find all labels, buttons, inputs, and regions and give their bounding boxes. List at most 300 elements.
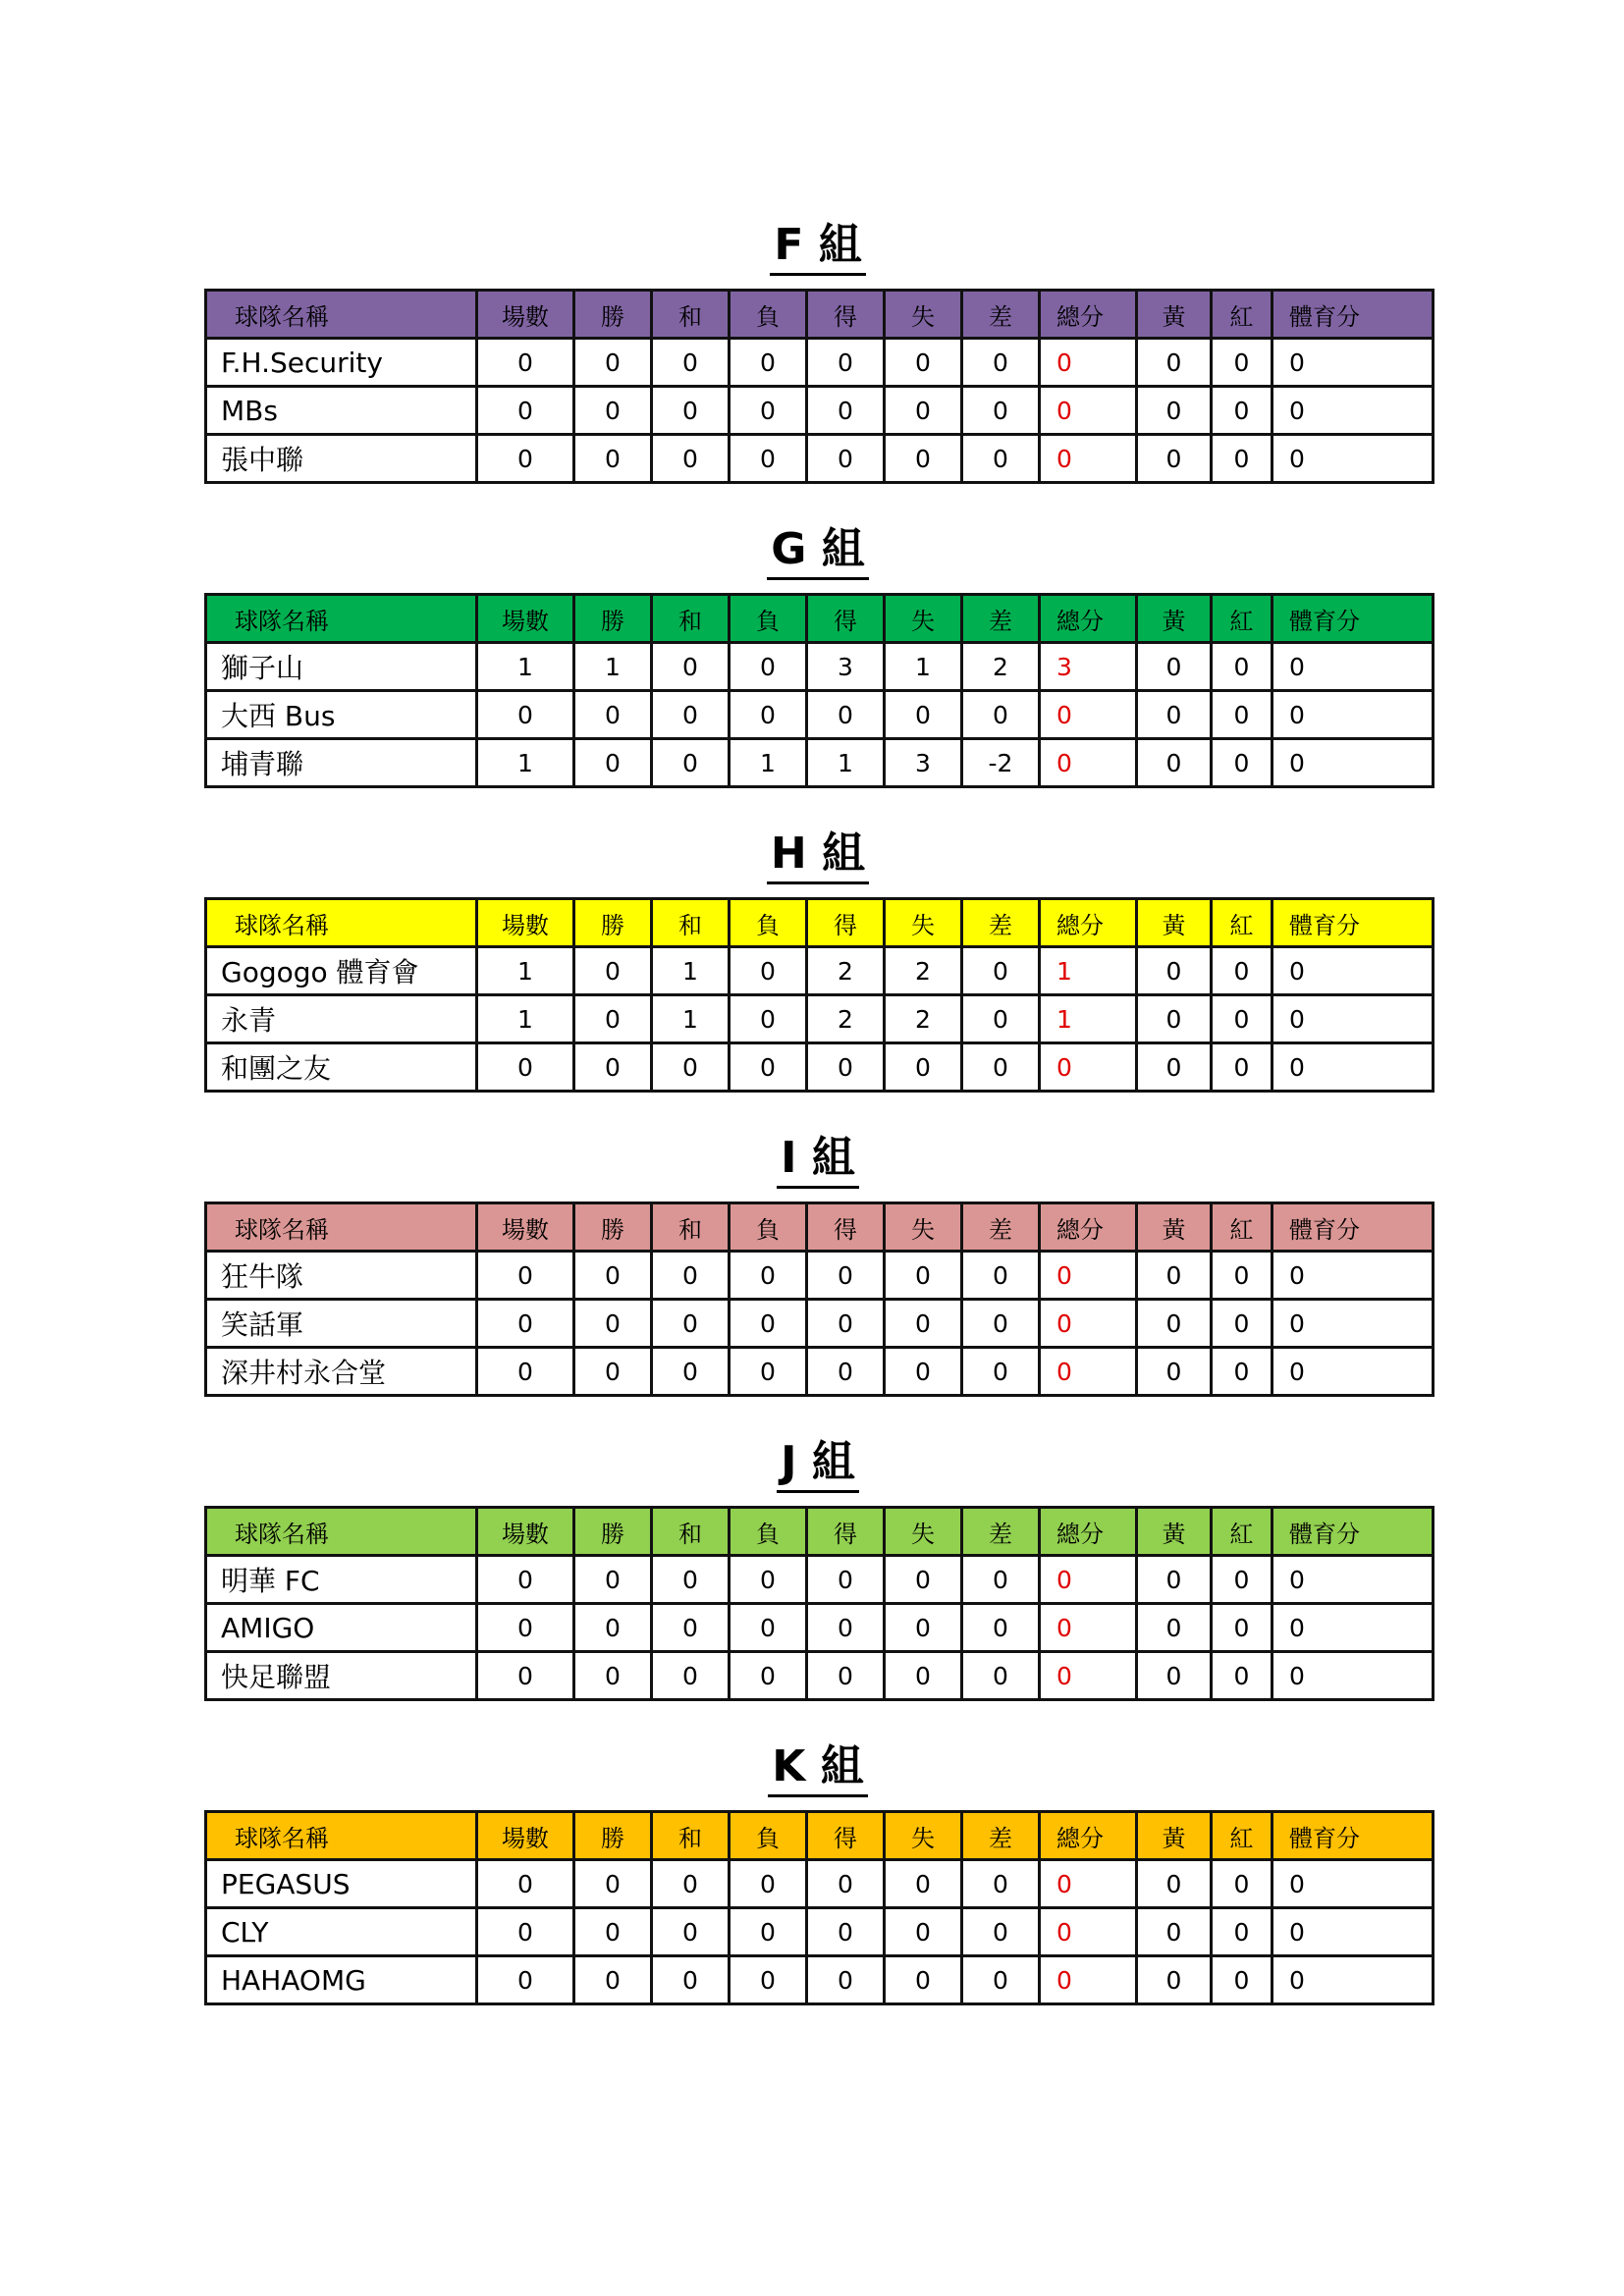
won-cell: 0 [574, 947, 652, 995]
played-cell: 1 [477, 739, 574, 787]
goal-diff-cell: 0 [962, 387, 1040, 435]
lost-cell: 0 [730, 1252, 807, 1300]
team-name-cell: 狂牛隊 [206, 1252, 477, 1300]
table-row [206, 995, 1434, 1043]
header-goals-against: 失 [885, 291, 962, 339]
standings-table [204, 1506, 1435, 1701]
header-total-points: 總分 [1040, 1812, 1137, 1860]
group-title [204, 522, 1432, 591]
total-points-cell: 0 [1040, 1252, 1137, 1300]
sport-points-cell: 0 [1272, 1652, 1434, 1700]
yellow-cards-cell: 0 [1137, 947, 1212, 995]
lost-cell: 0 [730, 643, 807, 691]
yellow-cards-cell: 0 [1137, 435, 1212, 483]
table-row [206, 1860, 1434, 1908]
total-points-cell: 0 [1040, 339, 1137, 387]
group-title-text: G 組 [767, 522, 868, 580]
goal-diff-cell: 0 [962, 947, 1040, 995]
team-name-cell: 永青 [206, 995, 477, 1043]
header-lost: 負 [730, 1812, 807, 1860]
goal-diff-cell: 0 [962, 1556, 1040, 1604]
total-points-cell: 0 [1040, 1956, 1137, 2004]
header-goals-against: 失 [885, 1203, 962, 1252]
won-cell: 0 [574, 1908, 652, 1956]
header-sport-points: 體育分 [1272, 899, 1434, 947]
header-goals-against: 失 [885, 899, 962, 947]
red-cards-cell: 0 [1212, 643, 1272, 691]
goals-for-cell: 0 [807, 1252, 885, 1300]
yellow-cards-cell: 0 [1137, 691, 1212, 739]
won-cell: 0 [574, 691, 652, 739]
total-points-cell: 0 [1040, 1604, 1137, 1652]
header-sport-points: 體育分 [1272, 1203, 1434, 1252]
header-won: 勝 [574, 1812, 652, 1860]
team-name-cell: 和團之友 [206, 1043, 477, 1092]
group-title-text: I 組 [777, 1131, 859, 1189]
header-red-cards: 紅 [1212, 291, 1272, 339]
played-cell: 0 [477, 691, 574, 739]
red-cards-cell: 0 [1212, 995, 1272, 1043]
red-cards-cell: 0 [1212, 1908, 1272, 1956]
goals-for-cell: 3 [807, 643, 885, 691]
lost-cell: 0 [730, 1556, 807, 1604]
goals-against-cell: 2 [885, 947, 962, 995]
red-cards-cell: 0 [1212, 1652, 1272, 1700]
lost-cell: 0 [730, 339, 807, 387]
goal-diff-cell: 0 [962, 995, 1040, 1043]
table-row [206, 643, 1434, 691]
goal-diff-cell: 0 [962, 691, 1040, 739]
sport-points-cell: 0 [1272, 339, 1434, 387]
goals-for-cell: 0 [807, 1556, 885, 1604]
goals-for-cell: 0 [807, 435, 885, 483]
drawn-cell: 0 [652, 435, 730, 483]
red-cards-cell: 0 [1212, 387, 1272, 435]
header-lost: 負 [730, 595, 807, 643]
goals-for-cell: 0 [807, 1043, 885, 1092]
goals-for-cell: 0 [807, 1956, 885, 2004]
group-title-text: K 組 [768, 1739, 867, 1797]
drawn-cell: 0 [652, 691, 730, 739]
yellow-cards-cell: 0 [1137, 1348, 1212, 1396]
header-sport-points: 體育分 [1272, 595, 1434, 643]
red-cards-cell: 0 [1212, 1252, 1272, 1300]
header-won: 勝 [574, 1508, 652, 1556]
header-row [206, 1812, 1434, 1860]
total-points-cell: 0 [1040, 691, 1137, 739]
played-cell: 0 [477, 1556, 574, 1604]
header-red-cards: 紅 [1212, 595, 1272, 643]
team-name-cell: MBs [206, 387, 477, 435]
header-lost: 負 [730, 899, 807, 947]
goals-for-cell: 2 [807, 995, 885, 1043]
goal-diff-cell: 0 [962, 1043, 1040, 1092]
header-played: 場數 [477, 1508, 574, 1556]
header-drawn: 和 [652, 595, 730, 643]
goals-for-cell: 0 [807, 1604, 885, 1652]
drawn-cell: 0 [652, 387, 730, 435]
goal-diff-cell: -2 [962, 739, 1040, 787]
goal-diff-cell: 0 [962, 1652, 1040, 1700]
header-red-cards: 紅 [1212, 1812, 1272, 1860]
goals-against-cell: 2 [885, 995, 962, 1043]
played-cell: 0 [477, 1860, 574, 1908]
header-total-points: 總分 [1040, 899, 1137, 947]
header-goals-for: 得 [807, 899, 885, 947]
header-goals-for: 得 [807, 1508, 885, 1556]
total-points-cell: 0 [1040, 435, 1137, 483]
sport-points-cell: 0 [1272, 1908, 1434, 1956]
header-drawn: 和 [652, 1812, 730, 1860]
header-drawn: 和 [652, 899, 730, 947]
sport-points-cell: 0 [1272, 1860, 1434, 1908]
team-name-cell: 笑話軍 [206, 1300, 477, 1348]
played-cell: 0 [477, 339, 574, 387]
won-cell: 0 [574, 1300, 652, 1348]
table-row [206, 1348, 1434, 1396]
header-goals-for: 得 [807, 1203, 885, 1252]
played-cell: 1 [477, 995, 574, 1043]
red-cards-cell: 0 [1212, 1348, 1272, 1396]
header-played: 場數 [477, 595, 574, 643]
yellow-cards-cell: 0 [1137, 739, 1212, 787]
header-goals-for: 得 [807, 291, 885, 339]
header-team-name: 球隊名稱 [206, 1812, 477, 1860]
lost-cell: 0 [730, 435, 807, 483]
team-name-cell: CLY [206, 1908, 477, 1956]
table-row [206, 1652, 1434, 1700]
sport-points-cell: 0 [1272, 387, 1434, 435]
header-goals-against: 失 [885, 1508, 962, 1556]
goals-against-cell: 0 [885, 435, 962, 483]
lost-cell: 0 [730, 1043, 807, 1092]
goals-against-cell: 0 [885, 1348, 962, 1396]
table-row [206, 387, 1434, 435]
total-points-cell: 0 [1040, 1043, 1137, 1092]
team-name-cell: F.H.Security [206, 339, 477, 387]
header-red-cards: 紅 [1212, 1508, 1272, 1556]
header-yellow-cards: 黃 [1137, 291, 1212, 339]
header-won: 勝 [574, 291, 652, 339]
red-cards-cell: 0 [1212, 739, 1272, 787]
team-name-cell: 獅子山 [206, 643, 477, 691]
won-cell: 0 [574, 387, 652, 435]
total-points-cell: 0 [1040, 1300, 1137, 1348]
sport-points-cell: 0 [1272, 1252, 1434, 1300]
won-cell: 0 [574, 739, 652, 787]
played-cell: 0 [477, 1043, 574, 1092]
header-won: 勝 [574, 899, 652, 947]
red-cards-cell: 0 [1212, 1300, 1272, 1348]
lost-cell: 0 [730, 947, 807, 995]
won-cell: 0 [574, 1652, 652, 1700]
sport-points-cell: 0 [1272, 1956, 1434, 2004]
table-row [206, 1956, 1434, 2004]
goals-for-cell: 0 [807, 387, 885, 435]
header-team-name: 球隊名稱 [206, 291, 477, 339]
yellow-cards-cell: 0 [1137, 1252, 1212, 1300]
drawn-cell: 0 [652, 1652, 730, 1700]
goal-diff-cell: 0 [962, 1860, 1040, 1908]
header-played: 場數 [477, 1203, 574, 1252]
lost-cell: 0 [730, 1860, 807, 1908]
red-cards-cell: 0 [1212, 947, 1272, 995]
team-name-cell: 快足聯盟 [206, 1652, 477, 1700]
header-goal-diff: 差 [962, 291, 1040, 339]
played-cell: 0 [477, 1652, 574, 1700]
drawn-cell: 0 [652, 1043, 730, 1092]
goals-against-cell: 0 [885, 1908, 962, 1956]
group-title-text: J 組 [777, 1435, 859, 1493]
won-cell: 1 [574, 643, 652, 691]
standings-table [204, 897, 1435, 1093]
sport-points-cell: 0 [1272, 1043, 1434, 1092]
red-cards-cell: 0 [1212, 435, 1272, 483]
lost-cell: 0 [730, 1956, 807, 2004]
total-points-cell: 1 [1040, 995, 1137, 1043]
header-team-name: 球隊名稱 [206, 1508, 477, 1556]
sport-points-cell: 0 [1272, 435, 1434, 483]
standings-table [204, 593, 1435, 788]
header-yellow-cards: 黃 [1137, 1508, 1212, 1556]
group-title [204, 1739, 1432, 1808]
goals-against-cell: 1 [885, 643, 962, 691]
goal-diff-cell: 0 [962, 339, 1040, 387]
team-name-cell: 埔青聯 [206, 739, 477, 787]
header-played: 場數 [477, 1812, 574, 1860]
goals-against-cell: 0 [885, 1956, 962, 2004]
sport-points-cell: 0 [1272, 739, 1434, 787]
standings-table [204, 1810, 1435, 2005]
header-team-name: 球隊名稱 [206, 1203, 477, 1252]
played-cell: 0 [477, 387, 574, 435]
header-goal-diff: 差 [962, 1812, 1040, 1860]
won-cell: 0 [574, 339, 652, 387]
goals-for-cell: 0 [807, 339, 885, 387]
header-played: 場數 [477, 291, 574, 339]
drawn-cell: 0 [652, 1956, 730, 2004]
won-cell: 0 [574, 1956, 652, 2004]
drawn-cell: 1 [652, 947, 730, 995]
table-row [206, 1300, 1434, 1348]
header-sport-points: 體育分 [1272, 1812, 1434, 1860]
yellow-cards-cell: 0 [1137, 1860, 1212, 1908]
drawn-cell: 0 [652, 1252, 730, 1300]
table-row [206, 339, 1434, 387]
header-row [206, 1203, 1434, 1252]
header-team-name: 球隊名稱 [206, 899, 477, 947]
header-played: 場數 [477, 899, 574, 947]
goals-for-cell: 1 [807, 739, 885, 787]
sport-points-cell: 0 [1272, 947, 1434, 995]
played-cell: 0 [477, 435, 574, 483]
header-row [206, 291, 1434, 339]
team-name-cell: 深井村永合堂 [206, 1348, 477, 1396]
table-row [206, 947, 1434, 995]
yellow-cards-cell: 0 [1137, 1604, 1212, 1652]
header-sport-points: 體育分 [1272, 1508, 1434, 1556]
header-row [206, 595, 1434, 643]
played-cell: 0 [477, 1956, 574, 2004]
header-red-cards: 紅 [1212, 1203, 1272, 1252]
header-yellow-cards: 黃 [1137, 595, 1212, 643]
team-name-cell: 明華 FC [206, 1556, 477, 1604]
header-lost: 負 [730, 1508, 807, 1556]
drawn-cell: 0 [652, 1300, 730, 1348]
total-points-cell: 0 [1040, 1652, 1137, 1700]
header-goal-diff: 差 [962, 595, 1040, 643]
goals-against-cell: 0 [885, 1252, 962, 1300]
played-cell: 0 [477, 1252, 574, 1300]
header-drawn: 和 [652, 1203, 730, 1252]
header-goals-against: 失 [885, 1812, 962, 1860]
won-cell: 0 [574, 995, 652, 1043]
total-points-cell: 0 [1040, 387, 1137, 435]
lost-cell: 0 [730, 995, 807, 1043]
lost-cell: 0 [730, 1604, 807, 1652]
played-cell: 0 [477, 1604, 574, 1652]
goals-against-cell: 0 [885, 1556, 962, 1604]
total-points-cell: 3 [1040, 643, 1137, 691]
goals-against-cell: 0 [885, 387, 962, 435]
yellow-cards-cell: 0 [1137, 1652, 1212, 1700]
goal-diff-cell: 0 [962, 435, 1040, 483]
yellow-cards-cell: 0 [1137, 1300, 1212, 1348]
header-row [206, 1508, 1434, 1556]
sport-points-cell: 0 [1272, 1300, 1434, 1348]
header-red-cards: 紅 [1212, 899, 1272, 947]
yellow-cards-cell: 0 [1137, 339, 1212, 387]
sport-points-cell: 0 [1272, 1348, 1434, 1396]
table-row [206, 1556, 1434, 1604]
team-name-cell: 張中聯 [206, 435, 477, 483]
goals-against-cell: 0 [885, 1604, 962, 1652]
goal-diff-cell: 0 [962, 1956, 1040, 2004]
red-cards-cell: 0 [1212, 1956, 1272, 2004]
drawn-cell: 0 [652, 1556, 730, 1604]
team-name-cell: HAHAOMG [206, 1956, 477, 2004]
goals-for-cell: 0 [807, 1652, 885, 1700]
goals-against-cell: 0 [885, 1300, 962, 1348]
goals-for-cell: 0 [807, 691, 885, 739]
goal-diff-cell: 0 [962, 1604, 1040, 1652]
sport-points-cell: 0 [1272, 643, 1434, 691]
team-name-cell: Gogogo 體育會 [206, 947, 477, 995]
won-cell: 0 [574, 1252, 652, 1300]
drawn-cell: 0 [652, 643, 730, 691]
drawn-cell: 1 [652, 995, 730, 1043]
goals-against-cell: 3 [885, 739, 962, 787]
red-cards-cell: 0 [1212, 691, 1272, 739]
lost-cell: 0 [730, 1300, 807, 1348]
header-goals-for: 得 [807, 1812, 885, 1860]
total-points-cell: 0 [1040, 739, 1137, 787]
table-row [206, 1908, 1434, 1956]
lost-cell: 0 [730, 1652, 807, 1700]
lost-cell: 0 [730, 1908, 807, 1956]
table-row [206, 691, 1434, 739]
group-title-text: F 組 [770, 218, 865, 276]
total-points-cell: 0 [1040, 1908, 1137, 1956]
group-title [204, 1131, 1432, 1200]
goals-against-cell: 0 [885, 339, 962, 387]
sport-points-cell: 0 [1272, 691, 1434, 739]
header-total-points: 總分 [1040, 291, 1137, 339]
goal-diff-cell: 0 [962, 1252, 1040, 1300]
header-goal-diff: 差 [962, 1203, 1040, 1252]
header-row [206, 899, 1434, 947]
won-cell: 0 [574, 1860, 652, 1908]
red-cards-cell: 0 [1212, 1604, 1272, 1652]
red-cards-cell: 0 [1212, 339, 1272, 387]
drawn-cell: 0 [652, 1348, 730, 1396]
goals-against-cell: 0 [885, 691, 962, 739]
goals-against-cell: 0 [885, 1860, 962, 1908]
won-cell: 0 [574, 1556, 652, 1604]
header-total-points: 總分 [1040, 595, 1137, 643]
yellow-cards-cell: 0 [1137, 1556, 1212, 1604]
group-title [204, 827, 1432, 895]
header-goal-diff: 差 [962, 899, 1040, 947]
header-goal-diff: 差 [962, 1508, 1040, 1556]
header-drawn: 和 [652, 1508, 730, 1556]
lost-cell: 0 [730, 1348, 807, 1396]
goals-for-cell: 2 [807, 947, 885, 995]
yellow-cards-cell: 0 [1137, 1043, 1212, 1092]
won-cell: 0 [574, 435, 652, 483]
goals-against-cell: 0 [885, 1652, 962, 1700]
header-won: 勝 [574, 1203, 652, 1252]
played-cell: 0 [477, 1300, 574, 1348]
drawn-cell: 0 [652, 739, 730, 787]
standings-table [204, 289, 1435, 484]
header-lost: 負 [730, 1203, 807, 1252]
table-row [206, 1043, 1434, 1092]
table-row [206, 739, 1434, 787]
sport-points-cell: 0 [1272, 995, 1434, 1043]
goals-for-cell: 0 [807, 1300, 885, 1348]
yellow-cards-cell: 0 [1137, 995, 1212, 1043]
yellow-cards-cell: 0 [1137, 643, 1212, 691]
team-name-cell: PEGASUS [206, 1860, 477, 1908]
yellow-cards-cell: 0 [1137, 1956, 1212, 2004]
header-sport-points: 體育分 [1272, 291, 1434, 339]
sport-points-cell: 0 [1272, 1556, 1434, 1604]
team-name-cell: AMIGO [206, 1604, 477, 1652]
red-cards-cell: 0 [1212, 1556, 1272, 1604]
played-cell: 1 [477, 947, 574, 995]
goals-against-cell: 0 [885, 1043, 962, 1092]
red-cards-cell: 0 [1212, 1043, 1272, 1092]
table-row [206, 1252, 1434, 1300]
won-cell: 0 [574, 1604, 652, 1652]
header-goals-for: 得 [807, 595, 885, 643]
lost-cell: 0 [730, 387, 807, 435]
played-cell: 1 [477, 643, 574, 691]
header-yellow-cards: 黃 [1137, 1812, 1212, 1860]
goal-diff-cell: 2 [962, 643, 1040, 691]
header-drawn: 和 [652, 291, 730, 339]
lost-cell: 0 [730, 691, 807, 739]
sport-points-cell: 0 [1272, 1604, 1434, 1652]
team-name-cell: 大西 Bus [206, 691, 477, 739]
drawn-cell: 0 [652, 1860, 730, 1908]
header-yellow-cards: 黃 [1137, 1203, 1212, 1252]
total-points-cell: 0 [1040, 1556, 1137, 1604]
yellow-cards-cell: 0 [1137, 1908, 1212, 1956]
won-cell: 0 [574, 1348, 652, 1396]
table-row [206, 435, 1434, 483]
